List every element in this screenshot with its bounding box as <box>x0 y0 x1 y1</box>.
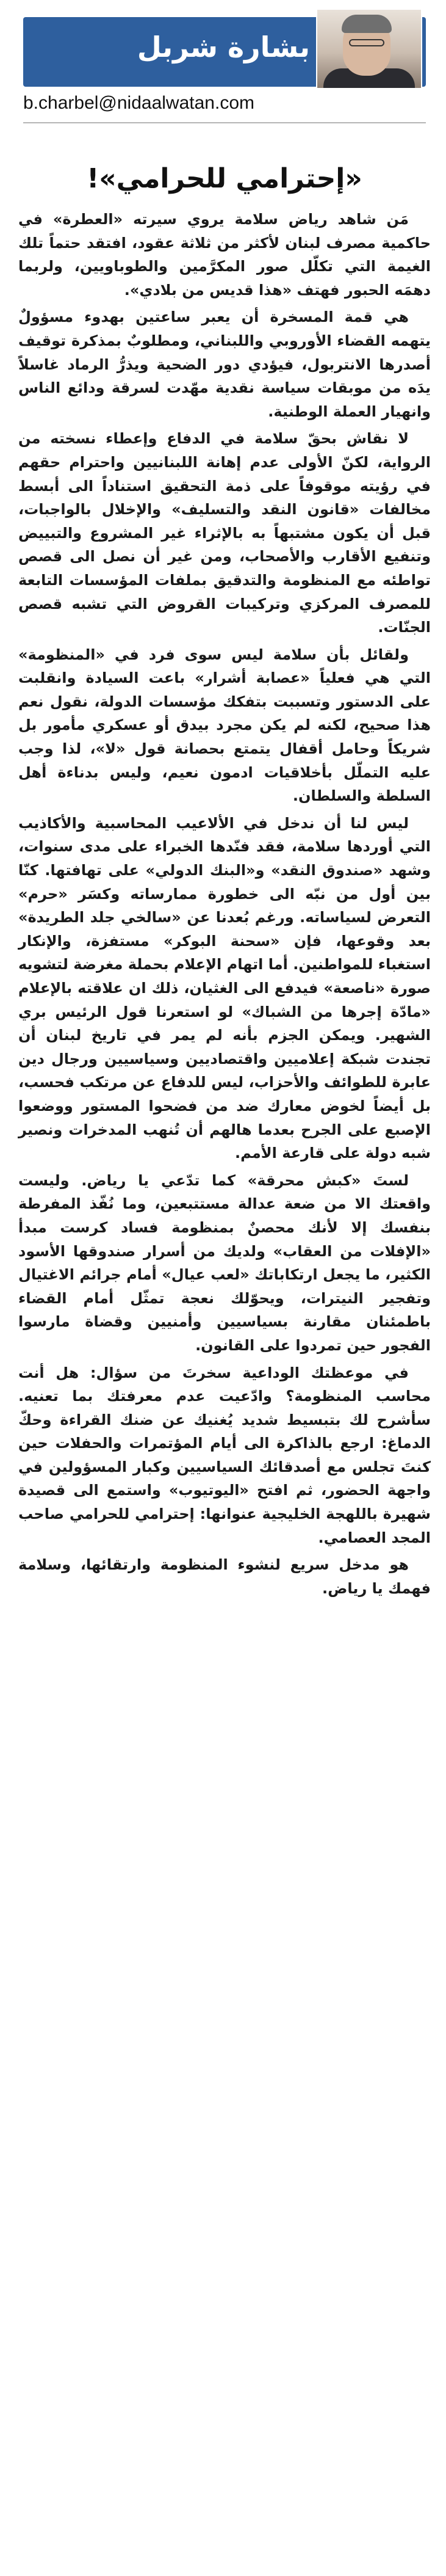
article-paragraph: ليس لنا أن ندخل في الألاعيب المحاسبية والأكاذيب التي أوردها سلامة، فقد فنّدها الخبراء على مدى سنوات، وشهد «صندوق النقد» و«البنك الدولي» على تهافتها. كنّا بين أول من نبّه الى خطورة ممارساته وكسَر «حرم» التعرض لسياساته. ورغم بُعدنا عن «سالخي جلد الطريدة» بعد وقوعها، فإن «سحنة البوكر» مستفزة، والإنكار استغباء للمواطنين. أما اتهام الإعلام بحملة مغرضة لتشويه صورة «ناصعة» فيدفع الى الغثيان، ذلك ان علاقته بالإعلام «مادّة إجرها من الشباك» لو استعرنا قول الرئيس بري الشهير. ويمكن الجزم بأنه لم يمر في تاريخ لبنان أن تجندت شبكة إعلاميين واقتصاديين وسياسيين ورجال دين عابرة للطوائف والأحزاب، ليس للدفاع عن مرتكب فحسب، بل أيضاً لخوض معارك ضد من فضحوا المستور ووضعوا الإصبع على الجرح بعدما هالهم أن تُنهب المدخرات ونصير شبه دولة على قارعة الأمم. <box>18 814 431 1162</box>
article-paragraph: مَن شاهد رياض سلامة يروي سيرته «العطرة» في حاكمية مصرف لبنان لأكثر من ثلاثة عقود، افتقد حتماً تلك الغيمة التي تكلّل صور المكرَّمين والطوباويين، ولربما دهمَه الحبور فهتف «هذا قديس من بلادي». <box>18 211 431 299</box>
article-paragraph: هي قمة المسخرة أن يعبر ساعتين بهدوء مسؤولٌ يتهمه القضاء الأوروبي واللبناني، ومطلوبٌ بمذكرة توقيف أصدرها الانتربول، فيؤدي دور الضحية ويذرُّ الرماد غاسلاً يدَه من موبقات سياسة نقدية مهّدت لسرقة ودائع الناس وانهيار العملة الوطنية. <box>18 308 431 420</box>
author-photo-glasses <box>349 39 384 46</box>
article-paragraph: في موعظتك الوداعية سخرتَ من سؤال: هل أنت محاسب المنظومة؟ وادّعيت عدم معرفتك بما تعنيه. سأشرح لك بتبسيط شديد يُغنيك عن ضنك القراءة وحكّ الدماغ: ارجع بالذاكرة الى أيام المؤتمرات والحفلات حين كنتَ تجلس مع أصدقائك السياسيين وكبار المسؤولين في واجهة الحضور، ثم افتح «اليوتيوب» واستمع الى قصيدة شهيرة باللهجة الخليجية عنوانها: إحترامي للحرامي صاحب المجد العصامي. <box>18 1364 431 1546</box>
article-paragraph: لا نقاش بحقّ سلامة في الدفاع وإعطاء نسخته من الرواية، لكنّ الأولى عدم إهانة اللبنانيين واحترام حقهم في رؤيته موقوفاً على ذمة التحقيق استناداً الى أبسط مخالفات «قانون النقد والتسليف» والإخلال بالواجبات، قبل أن يكون مشتبهاً به بالإثراء غير المشروع والتبييض وتنفيع الأقارب والأصحاب، ومن غير أن نصل الى قصص تواطئه مع المنظومة والتدقيق بملفات المؤسسات التابعة للمصرف المركزي وتركيبات القروض التي تشبه قصص الجنّات. <box>18 430 431 636</box>
author-name: بشارة شربل <box>137 31 310 64</box>
article-paragraph: هو مدخل سريع لنشوء المنظومة وارتقائها، وسلامة فهمك يا رياض. <box>18 1556 431 1597</box>
header-divider <box>23 122 426 123</box>
author-header <box>23 17 426 87</box>
author-email[interactable]: b.charbel@nidaalwatan.com <box>23 93 254 113</box>
article-title: «إحترامي للحرامي»! <box>87 163 362 195</box>
author-photo-hair <box>342 15 392 33</box>
article-paragraph: لستَ «كبش محرقة» كما تدّعي يا رياض. وليست واقعتك الا من ضعة عدالة مستتبعين، وما نُفّذ المفرطة بنفسك إلا لأنك محصنٌ بمنظومة فساد كرست مبدأ «الإفلات من العقاب» ولديك من أسرار صندوقها الأسود الكثير، ما يجعل ارتكاباتك «لعب عيال» أمام جرائم الاغتيال وتفجير النيترات، ويحوّلك نعجة تمثّل أمام القضاء باطمئنان مقارنة بسياسيين وأمنيين وقضاة مارسوا الفجور حين تمردوا على القانون. <box>18 1171 431 1354</box>
article-body <box>18 208 431 1604</box>
article-paragraph: ولقائل بأن سلامة ليس سوى فرد في «المنظومة» التي هي فعلياً «عصابة أشرار» باعت السيادة وانقلبت على الدستور وتسببت بتفكك مؤسسات الدولة، نقول نعم هذا صحيح، لكنه لم يكن مجرد بيدق أو عسكري مأمور بل شريكاً وحامل أقفال يتمتع بحصانة قول «لا»، لذا وجب عليه التملّل بأخلاقيات ادمون نعيم، وليس بدناءة أهل السلطة والسلطان. <box>18 646 431 805</box>
author-photo <box>316 9 422 89</box>
